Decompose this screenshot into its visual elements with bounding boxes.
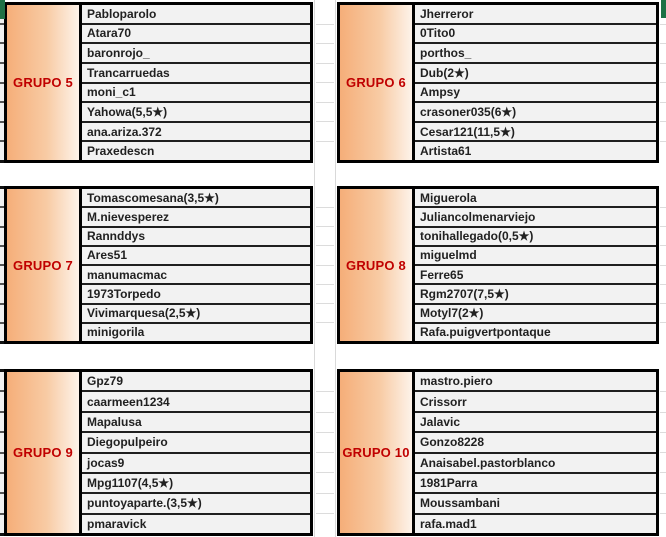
gridline-row	[316, 5, 334, 25]
group-label: GRUPO 8	[346, 257, 406, 273]
member-cell[interactable]: Artista61	[415, 142, 656, 160]
gridline-row	[660, 304, 666, 323]
gridline-row	[660, 142, 666, 161]
member-cell[interactable]: Tomascomesana(3,5★)	[82, 189, 310, 208]
group-table-7	[4, 186, 313, 344]
gridline-row	[316, 494, 334, 514]
gridline-row	[660, 494, 666, 514]
member-cell[interactable]: Mapalusa	[82, 413, 310, 433]
member-cell[interactable]: Gpz79	[82, 372, 310, 392]
gridline-row	[660, 285, 666, 304]
gap-column-gridlines	[316, 5, 334, 160]
member-list	[415, 372, 656, 533]
group-table-6	[337, 2, 659, 163]
gridline-row	[316, 189, 334, 208]
group-table-9	[4, 369, 313, 536]
gridline-row	[316, 473, 334, 493]
group-table-8	[337, 186, 659, 344]
gridline-row	[660, 189, 666, 208]
gridline-row	[660, 413, 666, 433]
gridline-row	[316, 227, 334, 246]
gridline-row	[660, 122, 666, 142]
gridline-row	[660, 473, 666, 493]
member-cell[interactable]: pmaravick	[82, 515, 310, 533]
member-cell[interactable]: Gonzo8228	[415, 433, 656, 453]
member-cell[interactable]: Rgm2707(7,5★)	[415, 285, 656, 304]
gridline-row	[660, 433, 666, 453]
member-cell[interactable]: Jalavic	[415, 413, 656, 433]
gridline-row	[316, 208, 334, 227]
member-cell[interactable]: miguelmd	[415, 247, 656, 266]
gridline-row	[660, 246, 666, 265]
gap-column-gridlines	[316, 189, 334, 341]
group-label: GRUPO 6	[346, 75, 406, 90]
gridline-vertical	[335, 0, 336, 537]
gridline-row	[316, 122, 334, 142]
member-list	[82, 5, 310, 160]
member-cell[interactable]: Pabloparolo	[82, 5, 310, 25]
member-cell[interactable]: Ares51	[82, 247, 310, 266]
gridline-row	[660, 208, 666, 227]
member-cell[interactable]: Motyl7(2★)	[415, 305, 656, 324]
member-cell[interactable]: Rannddys	[82, 228, 310, 247]
group-label: GRUPO 9	[13, 445, 73, 460]
member-cell[interactable]: 1973Torpedo	[82, 285, 310, 304]
gridline-row	[660, 392, 666, 412]
gridline-row	[660, 323, 666, 341]
group-label: GRUPO 7	[13, 257, 73, 273]
right-margin-gridlines	[660, 5, 666, 160]
member-cell[interactable]: puntoyaparte.(3,5★)	[82, 494, 310, 514]
group-label: GRUPO 10	[342, 445, 410, 460]
member-list	[415, 5, 656, 160]
member-cell[interactable]: Mpg1107(4,5★)	[82, 474, 310, 494]
member-cell[interactable]: rafa.mad1	[415, 515, 656, 533]
gridline-row	[316, 514, 334, 533]
gridline-row	[660, 266, 666, 285]
member-cell[interactable]: ana.ariza.372	[82, 123, 310, 143]
member-cell[interactable]: moni_c1	[82, 84, 310, 104]
member-cell[interactable]: 1981Parra	[415, 474, 656, 494]
member-cell[interactable]: baronrojo_	[82, 44, 310, 64]
group-label-cell[interactable]	[340, 189, 415, 341]
member-cell[interactable]: Cesar121(11,5★)	[415, 123, 656, 143]
gridline-row	[660, 453, 666, 473]
member-list	[82, 189, 310, 341]
member-cell[interactable]: Vivimarquesa(2,5★)	[82, 305, 310, 324]
member-list	[415, 189, 656, 341]
gridline-row	[660, 44, 666, 64]
member-cell[interactable]: mastro.piero	[415, 372, 656, 392]
group-label-cell[interactable]	[7, 372, 82, 533]
gridline-row	[316, 392, 334, 412]
gridline-row	[316, 372, 334, 392]
member-cell[interactable]: 0Tito0	[415, 25, 656, 45]
member-cell[interactable]: manumacmac	[82, 266, 310, 285]
member-cell[interactable]: Ampsy	[415, 84, 656, 104]
gridline-row	[660, 227, 666, 246]
gap-column-gridlines	[316, 372, 334, 533]
member-cell[interactable]: Diegopulpeiro	[82, 433, 310, 453]
gridline-row	[316, 266, 334, 285]
group-label: GRUPO 5	[13, 75, 73, 90]
green-corner-accent	[661, 0, 666, 18]
gridline-row	[316, 64, 334, 84]
group-table-10	[337, 369, 659, 536]
gridline-row	[316, 25, 334, 45]
right-margin-gridlines	[660, 189, 666, 341]
gridline-row	[660, 514, 666, 533]
right-margin-gridlines	[660, 372, 666, 533]
gridline-row	[316, 246, 334, 265]
member-cell[interactable]: porthos_	[415, 44, 656, 64]
member-cell[interactable]: Juliancolmenarviejo	[415, 208, 656, 227]
member-cell[interactable]: Dub(2★)	[415, 64, 656, 84]
member-cell[interactable]: Trancarruedas	[82, 64, 310, 84]
gridline-row	[660, 25, 666, 45]
member-cell[interactable]: Jherreror	[415, 5, 656, 25]
gridline-row	[660, 64, 666, 84]
gridline-row	[316, 304, 334, 323]
gridline-row	[316, 453, 334, 473]
member-cell[interactable]: Crissorr	[415, 392, 656, 412]
group-table-5	[4, 2, 313, 163]
member-cell[interactable]: jocas9	[82, 454, 310, 474]
gridline-row	[316, 323, 334, 341]
gridline-row	[316, 142, 334, 161]
member-cell[interactable]: Moussambani	[415, 494, 656, 514]
green-corner-accent	[0, 0, 5, 19]
gridline-row	[316, 83, 334, 103]
member-cell[interactable]: minigorila	[82, 324, 310, 341]
gridline-row	[660, 372, 666, 392]
member-cell[interactable]: M.nievesperez	[82, 208, 310, 227]
member-cell[interactable]: tonihallegado(0,5★)	[415, 228, 656, 247]
member-cell[interactable]: Yahowa(5,5★)	[82, 103, 310, 123]
member-cell[interactable]: Rafa.puigvertpontaque	[415, 324, 656, 341]
group-label-cell[interactable]	[340, 5, 415, 160]
gridline-row	[316, 285, 334, 304]
group-label-cell[interactable]	[7, 189, 82, 341]
gridline-row	[316, 103, 334, 123]
gridline-row	[316, 433, 334, 453]
gridline-vertical	[314, 0, 315, 537]
gridline-row	[660, 103, 666, 123]
gridline-row	[316, 413, 334, 433]
gridline-row	[660, 83, 666, 103]
member-cell[interactable]: caarmeen1234	[82, 392, 310, 412]
member-cell[interactable]: Praxedescn	[82, 142, 310, 160]
member-list	[82, 372, 310, 533]
group-label-cell[interactable]	[7, 5, 82, 160]
member-cell[interactable]: Ferre65	[415, 266, 656, 285]
gridline-row	[316, 44, 334, 64]
member-cell[interactable]: Anaisabel.pastorblanco	[415, 454, 656, 474]
member-cell[interactable]: Miguerola	[415, 189, 656, 208]
member-cell[interactable]: Atara70	[82, 25, 310, 45]
member-cell[interactable]: crasoner035(6★)	[415, 103, 656, 123]
group-label-cell[interactable]	[340, 372, 415, 533]
